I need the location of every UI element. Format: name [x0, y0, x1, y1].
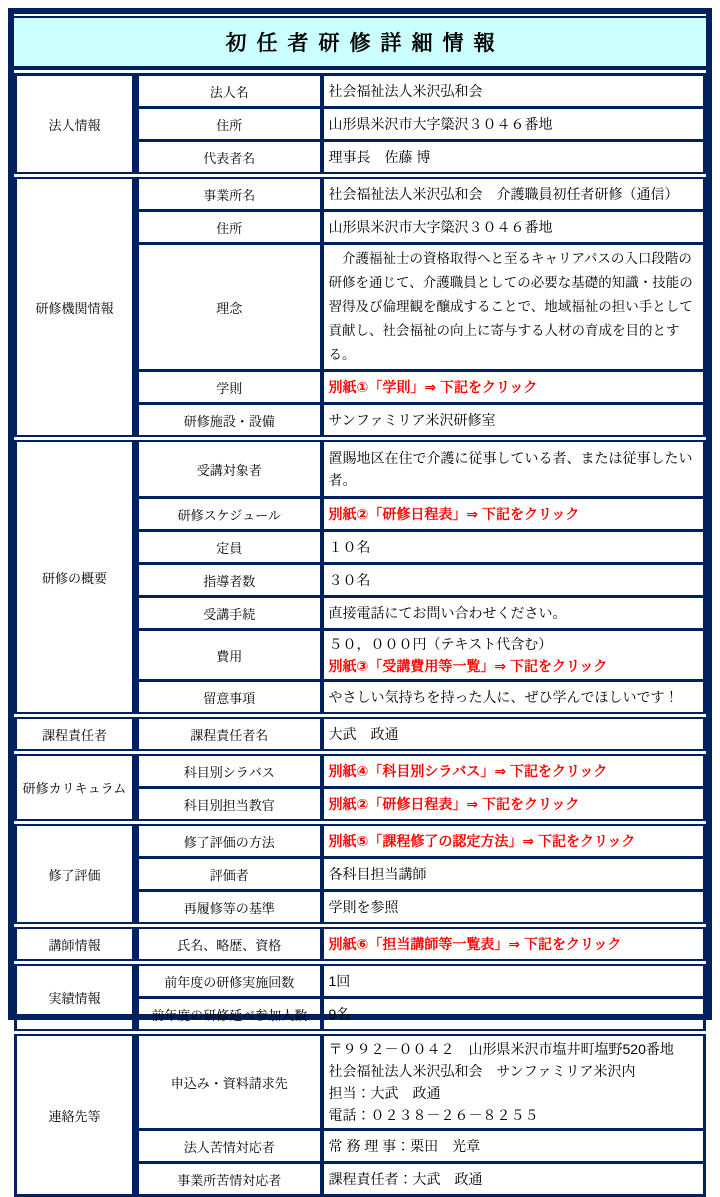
field-label-syllabus: 科目別シラバス	[136, 753, 322, 788]
table-row	[16, 75, 705, 108]
section-label-contact-info: 連絡先等	[16, 1033, 136, 1196]
value-text: 社会福祉法人米沢弘和会 介護職員初任者研修（通信）	[328, 186, 679, 202]
section-lecturer-info	[16, 926, 705, 963]
section-label-training-overview: 研修の概要	[16, 439, 136, 716]
field-label-target-audience: 受講対象者	[136, 439, 322, 498]
field-label-corporation-address: 住所	[136, 108, 322, 141]
table-row	[16, 176, 705, 211]
value-text: 直接電話にてお問い合わせください。	[328, 605, 567, 621]
value-text: 各科目担当講師	[328, 866, 427, 882]
field-label-lecturer-profile: 氏名、略歴、資格	[136, 926, 322, 963]
field-value-office-name	[322, 176, 705, 211]
link-appendix-3-fee-list[interactable]: 別紙③「受講費用等一覧」⇒ 下記をクリック	[328, 658, 608, 674]
field-value-course-director-name	[322, 716, 705, 753]
value-text-contact-person: 担当：大武 政通	[328, 1085, 441, 1101]
field-label-instructor-count: 指導者数	[136, 564, 322, 597]
field-value-evaluation-method	[322, 823, 705, 858]
field-label-sessions-last-year: 前年度の研修実施回数	[136, 963, 322, 998]
details-table	[14, 73, 706, 1197]
field-value-participants-last-year	[322, 998, 705, 1033]
table-row	[16, 823, 705, 858]
field-label-subject-instructors: 科目別担当教官	[136, 788, 322, 823]
section-curriculum	[16, 753, 705, 823]
section-label-training-org-info: 研修機関情報	[16, 176, 136, 439]
section-contact-info	[16, 1033, 705, 1196]
field-label-notes: 留意事項	[136, 681, 322, 716]
field-value-office-address	[322, 211, 705, 244]
link-appendix-4-syllabus[interactable]: 別紙④「科目別シラバス」⇒ 下記をクリック	[328, 763, 608, 779]
field-value-school-rules	[322, 371, 705, 404]
value-text-postal-address: 〒９９２－００４２ 山形県米沢市塩井町塩野520番地	[328, 1041, 674, 1057]
value-text: 理事長 佐藤 博	[328, 149, 431, 165]
link-appendix-2-schedule-2[interactable]: 別紙②「研修日程表」⇒ 下記をクリック	[328, 796, 580, 812]
field-value-sessions-last-year	[322, 963, 705, 998]
section-completion-evaluation	[16, 823, 705, 926]
value-text: サンファミリア米沢研修室	[328, 412, 496, 428]
section-corporate-info	[16, 75, 705, 176]
section-course-director	[16, 716, 705, 753]
table-row	[16, 926, 705, 963]
field-value-facility	[322, 404, 705, 439]
table-row	[16, 716, 705, 753]
page-title: 初任者研修詳細情報	[14, 16, 706, 70]
field-label-course-director-name: 課程責任者名	[136, 716, 322, 753]
section-label-track-record: 実績情報	[16, 963, 136, 1033]
table-row	[16, 1033, 705, 1130]
field-label-corporate-complaint-contact: 法人苦情対応者	[136, 1130, 322, 1163]
value-text: 1回	[328, 973, 351, 989]
field-label-application-contact: 申込み・資料請求先	[136, 1033, 322, 1130]
section-label-course-director: 課程責任者	[16, 716, 136, 753]
section-label-lecturer-info: 講師情報	[16, 926, 136, 963]
field-value-evaluator	[322, 858, 705, 891]
field-label-evaluation-method: 修了評価の方法	[136, 823, 322, 858]
value-text-organization: 社会福祉法人米沢弘和会 サンファミリア米沢内	[328, 1063, 636, 1079]
link-appendix-2-schedule[interactable]: 別紙②「研修日程表」⇒ 下記をクリック	[328, 506, 580, 522]
field-label-facility: 研修施設・設備	[136, 404, 322, 439]
field-value-application-contact	[322, 1033, 705, 1130]
field-label-application-procedure: 受講手続	[136, 597, 322, 630]
field-label-participants-last-year: 前年度の研修延べ参加人数	[136, 998, 322, 1033]
table-row	[16, 439, 705, 498]
field-value-application-procedure	[322, 597, 705, 630]
table-row	[16, 753, 705, 788]
field-label-office-complaint-contact: 事業所苦情対応者	[136, 1163, 322, 1196]
field-label-retake-criteria: 再履修等の基準	[136, 891, 322, 926]
field-value-corporation-address	[322, 108, 705, 141]
field-value-representative-name	[322, 141, 705, 176]
section-label-corporate-info: 法人情報	[16, 75, 136, 176]
field-value-corporate-complaint-contact	[322, 1130, 705, 1163]
field-label-corporation-name: 法人名	[136, 75, 322, 108]
section-training-overview	[16, 439, 705, 716]
field-value-target-audience	[322, 439, 705, 498]
section-label-curriculum: 研修カリキュラム	[16, 753, 136, 823]
field-value-corporation-name	[322, 75, 705, 108]
table-row	[16, 963, 705, 998]
value-text: 常 務 理 事：栗田 光章	[328, 1138, 481, 1154]
field-value-instructor-count	[322, 564, 705, 597]
field-value-retake-criteria	[322, 891, 705, 926]
link-appendix-1-school-rules[interactable]: 別紙①「学則」⇒ 下記をクリック	[328, 379, 538, 395]
field-value-syllabus	[322, 753, 705, 788]
link-appendix-5-certification-method[interactable]: 別紙⑤「課程修了の認定方法」⇒ 下記をクリック	[328, 833, 636, 849]
field-value-philosophy	[322, 244, 705, 371]
value-text: 介護福祉士の資格取得へと至るキャリアパスの入口段階の研修を通じて、介護職員としての必要な基礎的知識・技能の習得及び倫理観を醸成することで、地域福祉の担い手として貢献し、社会福祉の向上に寄与する人材の育成を目的とする。	[328, 251, 693, 362]
value-text: 社会福祉法人米沢弘和会	[328, 83, 483, 99]
value-text: 学則を参照	[328, 899, 399, 915]
field-label-philosophy: 理念	[136, 244, 322, 371]
field-value-lecturer-profile	[322, 926, 705, 963]
field-value-subject-instructors	[322, 788, 705, 823]
field-label-evaluator: 評価者	[136, 858, 322, 891]
field-value-fee	[322, 630, 705, 681]
value-text: １０名	[328, 539, 371, 555]
value-text: 9名	[328, 1006, 351, 1022]
value-text: ３０名	[328, 572, 371, 588]
field-label-school-rules: 学則	[136, 371, 322, 404]
field-label-capacity: 定員	[136, 531, 322, 564]
section-training-org-info	[16, 176, 705, 439]
value-text: 置賜地区在住で介護に従事している者、または従事したい者。	[328, 450, 693, 488]
field-value-capacity	[322, 531, 705, 564]
value-text: 山形県米沢市大字簗沢３０４６番地	[328, 219, 553, 235]
field-value-office-complaint-contact	[322, 1163, 705, 1196]
value-text: 山形県米沢市大字簗沢３０４６番地	[328, 116, 553, 132]
field-label-office-address: 住所	[136, 211, 322, 244]
value-text: やさしい気持ちを持った人に、ぜひ学んでほしいです！	[328, 689, 679, 705]
field-label-office-name: 事業所名	[136, 176, 322, 211]
section-track-record	[16, 963, 705, 1033]
document-sheet	[8, 8, 712, 1188]
value-text: 大武 政通	[328, 726, 399, 742]
section-label-completion-evaluation: 修了評価	[16, 823, 136, 926]
value-text-phone-number: 電話：０２３８－２６－８２５５	[328, 1107, 539, 1123]
field-label-schedule: 研修スケジュール	[136, 498, 322, 531]
link-appendix-6-lecturer-list[interactable]: 別紙⑥「担当講師等一覧表」⇒ 下記をクリック	[328, 936, 622, 952]
field-label-representative-name: 代表者名	[136, 141, 322, 176]
field-label-fee: 費用	[136, 630, 322, 681]
value-text: 課程責任者：大武 政通	[328, 1171, 483, 1187]
value-text: ５０，０００円（テキスト代含む）	[328, 636, 553, 652]
field-value-notes	[322, 681, 705, 716]
field-value-schedule	[322, 498, 705, 531]
